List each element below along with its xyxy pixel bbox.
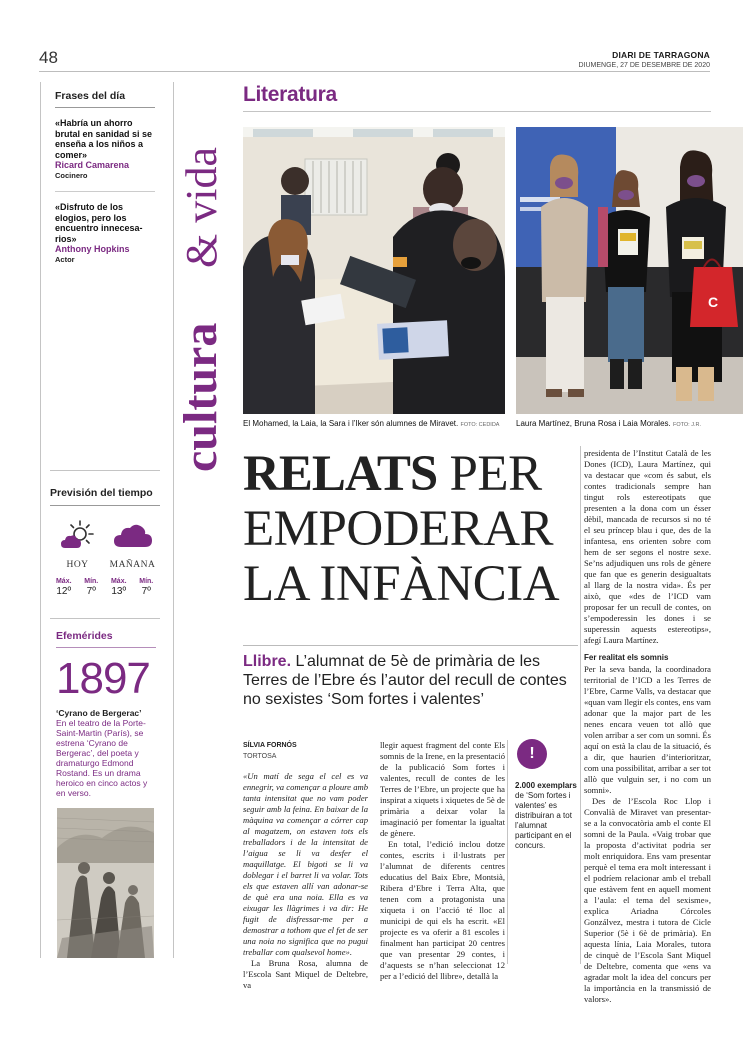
column-divider (580, 446, 581, 964)
article-headline (243, 447, 578, 612)
section-label-bold: cultura (174, 322, 227, 472)
cloud-icon (105, 516, 160, 554)
efemerides-title: Efemérides (56, 630, 156, 648)
max-temp: 12º (56, 586, 72, 597)
min-temp: 7º (86, 586, 96, 597)
left-section-divider (50, 618, 160, 619)
efemerides-text (56, 708, 156, 798)
info-number: 2.000 exemplars (515, 781, 577, 790)
section-label-light: & vida (177, 147, 226, 268)
article-subhead (243, 652, 578, 709)
quote-item (55, 118, 155, 181)
max-label: Máx. (110, 578, 127, 585)
photo-caption (243, 419, 499, 428)
quote-divider (55, 191, 155, 192)
svg-text:C: C (708, 294, 719, 310)
info-box (515, 781, 579, 851)
quote-item (55, 202, 155, 265)
headline-line: EMPODERAR (243, 501, 554, 557)
caption-text: Laura Martínez, Bruna Rosa i Laia Morales. (516, 419, 671, 428)
max-label: Máx. (55, 578, 72, 585)
sun-cloud-icon (50, 516, 105, 554)
photo-credit: FOTO: J.R. (672, 422, 701, 428)
headline-line: LA INFÀNCIA (243, 556, 560, 612)
efemerides-engraving (57, 808, 154, 958)
article-column-2 (380, 740, 505, 982)
quote-text: «Habría un ahorro brutal en sanidad si se enseña a los niños a comer» (55, 118, 153, 160)
headline-part: PER (449, 446, 542, 502)
quote-text: «Disfruto de los elogios, pero los encuentro innecesa-rios» (55, 202, 143, 244)
frases-box (55, 90, 155, 265)
article-column-3 (584, 448, 711, 1005)
page-number: 48 (39, 48, 58, 67)
header-divider (39, 71, 710, 72)
quote-role: Cocinero (55, 170, 88, 180)
caption-text: El Mohamed, la Laia, la Sara i l’Iker són alumnes de Miravet. (243, 419, 459, 428)
weather-box (50, 487, 160, 597)
section-tag: Literatura (243, 83, 337, 106)
issue-date: DIUMENGE, 27 DE DESEMBRE DE 2020 (578, 62, 710, 69)
efemerides-box (56, 630, 156, 798)
quote-author: Ricard Camarena (55, 160, 130, 170)
info-text: de ‘Som fortes i valentes’ es distribuiran a tot l’alumnat participant en el concurs. (515, 791, 572, 850)
masthead (579, 50, 711, 69)
subhead-lead: Llibre. (243, 653, 292, 670)
frases-title: Frases del día (55, 90, 155, 108)
article-paragraph: Per la seva banda, la coordinadora territorial de l’ICD a les Terres de l’Ebre, Carme Valls, va destacar que «quan vam llegir els contes, ens vam adonar que la major part de les nenes encara veuen tot allò que volen arribar a ser com un somni. És aquí on està la clau de la situació, és a dir, que haurien d’interioritzar, com una possibilitat, arribar a ser tot allò que vulguin ser, i no com un somni». (584, 664, 711, 795)
efemerides-body: En el teatro de la Porte-Saint-Martin (París), se estrena ‘Cyrano de Bergerac’, del poeta y dramaturgo Edmond Rostand. Es un drama heroico en cinco actos y en verso. (56, 718, 148, 798)
quote-author: Anthony Hopkins (55, 244, 130, 254)
left-section-divider (50, 470, 160, 471)
column-divider (507, 740, 508, 964)
weather-day-label: HOY (66, 560, 89, 570)
newspaper-name: DIARI DE TARRAGONA (612, 50, 710, 60)
quote-role: Actor (55, 254, 75, 264)
efemerides-year: 1897 (56, 654, 150, 703)
article-paragraph: Des de l’Escola Roc Llop i Convalià de Miravet van presentar-se a la convocatòria amb el conte El somni de la Paula. «Vaig trobar que la proposta d’activitat podria ser molt enriquidora. Ens vam presentar perquè el tema era molt interessant i el podríem relacionar amb el treball que estàvem fent en aquell moment a l’aula: el tema del sexisme», explica Ariadna Córcoles Gonzálvez, mestra i tutora de Cicle Superior (5è i 6è de primària). En aquesta línia, Laia Morales, tutora de cinquè de l’Escola Sant Miquel de Deltebre, comenta que «ens va agradar molt la idea del concurs per la importància en la transmissió de valors». (584, 796, 711, 1004)
efemerides-work: ‘Cyrano de Bergerac’ (56, 708, 142, 718)
subhead-divider (243, 645, 578, 646)
article-paragraph: La Bruna Rosa, alumna de l’Escola Sant Miquel de Deltebre, va (243, 958, 368, 990)
photo-caption (516, 419, 701, 428)
info-badge-icon: ! (517, 739, 547, 769)
max-temp: 13º (111, 586, 127, 597)
byline-city: TORTOSA (243, 753, 277, 760)
photo-classroom (243, 127, 505, 414)
headline-bold: RELATS (243, 446, 438, 502)
byline: SÍLVIA FORNÓS (243, 742, 297, 749)
section-tag-divider (243, 111, 711, 112)
weather-day-label: MAÑANA (109, 560, 156, 570)
min-label: Mín. (139, 578, 154, 585)
min-label: Mín. (84, 578, 99, 585)
section-label-cultura-vida (174, 82, 227, 474)
subhead-text: L’alumnat de 5è de primària de les Terres de l’Ebre és l’autor del recull de contes no sexistes ‘Som fortes i valentes’ (243, 653, 567, 708)
article-paragraph: «Un matí de sega el cel es va ennegrir, va començar a ploure amb tanta intensitat que no vam poder seguir amb la feina. En baixar de la màquina va començar a córrer cap al magatzem, on estaven tots els treballadors i de la intensitat de l’aigua se li va desfer el maquillatge. El bigoti se li va doblegar i el barret li va volar. Tots els que estaven allí van adonar-se de què era una noia. Ella es va eixugar les llàgrimes i va dir: He fugit de disfressar-me per a demostrar a tothom que el fet de ser una noia no significa que no pugui treballar com qualsevol home». (243, 771, 368, 957)
photo-presentation (516, 127, 743, 414)
weather-day-tomorrow (105, 516, 160, 570)
article-paragraph: En total, l’edició inclou dotze contes, escrits i il·lustrats per l’alumnat de diferents centres educatius del Baix Ebre, Montsià, Ribera d’Ebre i Terra Alta, que tenen com a protagonista una xiqueta i on l’acció té lloc al municipi de qui els ha escrit. «El projecte es va oferir a 81 escoles i finalment han participat 20 centres que van presentar 29 contes, i d’aquests se n’han seleccionat 12 per a l’edició del llibre», detallà la (380, 839, 505, 981)
column-divider (173, 82, 174, 958)
article-intertitle: Fer realitat els somnis (584, 653, 669, 662)
article-column-1 (243, 740, 368, 991)
article-paragraph: llegir aquest fragment del conte Els somnis de la Irene, en la presentació de la publicació Som fortes i valentes, recull de contes de les Terres de l’Ebre, un projecte que ha inspirat a xiquets i xiquetes de 5è de primària a deixar volar la imaginació per fomentar la igualtat de gènere. (380, 740, 505, 838)
weather-temps (50, 578, 160, 597)
article-paragraph: presidenta de l’Institut Català de les Dones (ICD), Laura Martínez, qui va destacar que «com és sabut, els contes tradicionals sempre han tingut rols estereotipats que presenten a la dona com un ésser dèbil, mancada de recursos si no té el seu príncep blau i que, des de la infantesa, ens orienten sobre com hem de ser segons el nostre sexe. Se’ns adjudiquen uns rols de gènere que fan que es generin desigualtats al llarg de la nostra vida». És per això, que «des de l’ICD vam proposar fer un recull de contes, on s’empoderessin les dones i se superessin aquests estereotips», afegí Laura Martínez. (584, 448, 711, 645)
weather-day-today (50, 516, 105, 570)
photo-credit: FOTO: CEDIDA (460, 422, 500, 428)
min-temp: 7º (141, 586, 151, 597)
weather-title: Previsión del tiempo (50, 487, 160, 506)
column-divider (40, 82, 41, 958)
